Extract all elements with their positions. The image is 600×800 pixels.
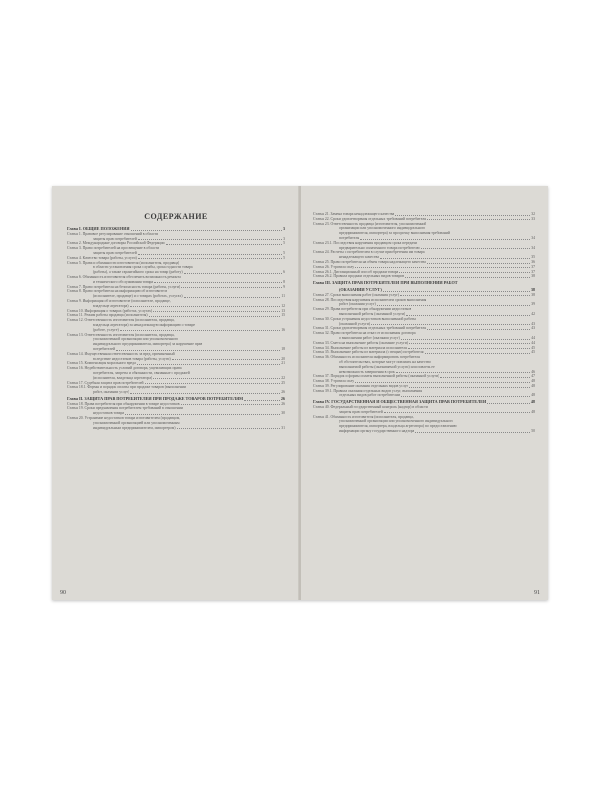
toc-entry-label: Статья 10. Информация о товарах (работах, услугах) (67, 308, 153, 313)
dot-leader (377, 305, 530, 306)
toc-entry-label: владельце агрегатора) (93, 303, 129, 308)
toc-entry-label: Статья 30. Сроки устранения недостатков выполненной работы (313, 316, 416, 321)
dot-leader (153, 378, 280, 379)
toc-entry-label: Статья 2. Международные договоры Российской Федерации (67, 241, 165, 246)
toc-entry-label: потребителя, запреты и обязанности, связанные с продажей (93, 370, 190, 375)
dot-leader (405, 277, 530, 278)
toc-entry-label: защиты прав потребителей (93, 236, 137, 241)
toc-entry-label: Статья 33. Смета на выполнение работы (оказание услуги) (313, 340, 408, 345)
toc-page-number: 20 (281, 356, 285, 361)
toc-page-number: 6 (283, 270, 285, 275)
toc-page-number: 43 (531, 321, 535, 326)
toc-entry-label: о выполнении работ (оказании услуг) (339, 335, 400, 340)
toc-entry-label: владельца агрегатора) за ненадлежащую информацию о товаре (93, 322, 196, 327)
left-toc (67, 212, 285, 430)
toc-page-number: 36 (531, 259, 535, 264)
toc-page-number: 38 (531, 292, 535, 297)
dot-leader (184, 297, 281, 298)
dot-leader (130, 306, 281, 307)
dot-leader (383, 291, 530, 292)
toc-entry-label: Статья 12. Ответственность изготовителя (исполнителя, продавца, (67, 318, 175, 323)
toc-entry-label: Статья 35. Выполнение работы из материала (с вещью) потребителя (313, 350, 424, 355)
dot-leader (406, 315, 530, 316)
toc-entry-label: Статья 39.1. Правила оказания отдельных видов услуг, выполнения (313, 388, 422, 393)
toc-entry-label: предварительно оплаченного товара потребителю (339, 245, 420, 250)
toc-page-number: 34 (531, 245, 535, 250)
dot-leader (184, 273, 282, 274)
toc-page-number: 13 (281, 308, 285, 313)
toc-page-number: 37 (531, 264, 535, 269)
toc-entry-label: Статья 27. Сроки выполнения работ (оказания услуг) (313, 292, 400, 297)
toc-entry-label: (исполнителя, владельца агрегатора) (93, 375, 153, 380)
toc-entry-label: информации органу государственного надзора (339, 429, 415, 434)
toc-entry-label: Статья 34. Выполнение работы из материала исполнителя (313, 345, 407, 350)
toc-page-number: 48 (531, 393, 535, 398)
toc-entry-label: Статья 18.1. Формы и порядок оплаты при продаже товаров (выполнении (67, 385, 186, 390)
dot-leader (384, 412, 530, 413)
toc-page-number: 25 (281, 380, 285, 385)
toc-entry-label: организации или уполномоченного индивидуального (339, 226, 426, 231)
toc-entry-row (313, 393, 535, 398)
toc-page-number: 3 (283, 236, 285, 241)
toc-entry-label: Статья 3. Право потребителей на просвещение в области (67, 246, 160, 251)
toc-entry-label: Статья 17. Судебная защита прав потребителей (67, 380, 144, 385)
toc-page-number: 8 (283, 279, 285, 284)
toc-entry-row (67, 426, 285, 431)
toc-page-number: 50 (531, 429, 535, 434)
toc-entry-label: Статья 6. Обязанность изготовителя обеспечить возможность ремонта (67, 274, 181, 279)
toc-entry-label: уполномоченной организации или уполномоченного индивидуального (339, 419, 454, 424)
toc-chapter-row (313, 281, 535, 286)
toc-entry-label: об обстоятельствах, которые могут повлиять на качество (339, 359, 431, 364)
dot-leader (137, 364, 280, 365)
dot-leader (427, 219, 530, 220)
toc-page-number: 15 (281, 313, 285, 318)
toc-entry-label: работ (оказания услуг) (339, 302, 376, 307)
toc-entry-label: Статья 41. Обязанность изготовителя (исполнителя, продавца, (313, 414, 414, 419)
dot-leader (138, 258, 282, 259)
toc-page-number: 46 (531, 369, 535, 374)
toc-page-number: 12 (281, 303, 285, 308)
dot-leader (181, 404, 281, 405)
dot-leader (440, 377, 530, 378)
dot-leader (177, 428, 281, 429)
toc-entry-label: Статья 8. Право потребителя на информацию об изготовителе (67, 289, 168, 294)
toc-page-number: 48 (531, 409, 535, 414)
toc-entry-row (313, 274, 535, 279)
right-page-number: 91 (534, 590, 540, 596)
toc-entry-label: Глава I. ОБЩИЕ ПОЛОЖЕНИЯ (67, 227, 130, 231)
toc-page-number: 44 (531, 340, 535, 345)
toc-entry-label: предпринимателя, импортера, владельца агрегатора) по предоставлению (339, 424, 457, 429)
toc-page-number: 11 (281, 294, 285, 299)
right-page (301, 186, 548, 600)
toc-entry-label: Статья 15. Компенсация морального вреда (67, 361, 136, 366)
toc-page-number: 9 (283, 284, 285, 289)
left-page-number: 90 (60, 590, 66, 596)
toc-entry-label: Статья 9. Информация об изготовителе (исполнителе, продавце, (67, 298, 171, 303)
toc-entry-label: уполномоченной организации или уполномоченного (93, 337, 179, 342)
dot-leader (401, 396, 530, 397)
toc-entry-label: Глава III. ЗАЩИТА ПРАВ ПОТРЕБИТЕЛЕЙ ПРИ ВЫПОЛНЕНИИ РАБОТ (313, 281, 458, 286)
dot-leader (371, 324, 530, 325)
toc-page-number: 5 (283, 250, 285, 255)
toc-page-number: 45 (531, 350, 535, 355)
toc-page-number: 47 (531, 374, 535, 379)
toc-entry-label: уполномоченной организацией или уполномоченным (93, 420, 180, 425)
dot-leader (427, 329, 530, 330)
toc-entry-label: индивидуального предпринимателя, импортера) за нарушение прав (93, 342, 203, 347)
toc-entry-label: вследствие недостатков товара (работы, услуги) (93, 356, 171, 361)
dot-leader (427, 263, 530, 264)
toc-page-number: 5 (283, 241, 285, 246)
dot-leader (380, 258, 530, 259)
toc-entry-label: Статья 25. Право потребителя на обмен товара надлежащего качества (313, 259, 426, 264)
dot-leader (415, 432, 530, 433)
toc-page-number: 38 (531, 274, 535, 279)
dot-leader (409, 343, 530, 344)
toc-entry-row (313, 429, 535, 434)
open-book (52, 186, 548, 600)
dot-leader (401, 339, 530, 340)
toc-page-number: 38 (530, 286, 535, 292)
toc-entry-label: предпринимателя, импортера) за просрочку выполнения требований (339, 231, 450, 236)
toc-entry-label: отдельных видов работ потребителям (339, 393, 401, 398)
toc-page-number: 39 (531, 302, 535, 307)
toc-entry-label: Статья 40. Федеральный государственный контроль (надзор) в области (313, 405, 428, 410)
toc-title: СОДЕРЖАНИЕ (144, 212, 208, 221)
dot-leader (421, 248, 531, 249)
toc-entry-label: Статья 5. Права и обязанности изготовителя (исполнителя, продавца) (67, 260, 180, 265)
toc-entry-label: Статья 23. Ответственность продавца (изготовителя, уполномоченной (313, 221, 427, 226)
toc-entry-label: Статья 7. Право потребителя на безопасность товара (работы, услуги) (67, 284, 181, 289)
left-page (52, 186, 299, 600)
toc-entry-label: Статья 32. Право потребителя на отказ от исполнения договора (313, 331, 416, 336)
toc-entry-label: (оказанной услуги) (339, 321, 370, 326)
toc-page-number: 42 (531, 311, 535, 316)
toc-page-number: 48 (531, 383, 535, 388)
dot-leader (244, 400, 280, 401)
toc-entry-label: Статья 22. Сроки удовлетворения отдельных требований потребителя (313, 216, 427, 221)
toc-entry-label: Статья 4. Качество товара (работы, услуги) (67, 255, 137, 260)
dot-leader (360, 239, 530, 240)
toc-page-number: 26 (280, 395, 285, 401)
dot-leader (172, 359, 281, 360)
toc-page-number: 33 (531, 216, 535, 221)
toc-page-number: 26 (281, 401, 285, 406)
toc-entry-label: Глава IV. ГОСУДАРСТВЕННАЯ И ОБЩЕСТВЕННАЯ ЗАЩИТА ПРАВ ПОТРЕБИТЕЛЕЙ (313, 400, 487, 405)
toc-page-number: 26 (281, 390, 285, 395)
toc-entry-label: Статья 37. Порядок и формы оплаты выполненной работы (оказанной услуги) (313, 374, 440, 379)
toc-page-number: 3 (282, 226, 285, 231)
toc-entry-label: Статья 39. Регулирование оказания отдельных видов услуг (313, 383, 409, 388)
toc-page-number: 5 (283, 255, 285, 260)
toc-entry-label: Статья 26. Утратила силу (313, 264, 355, 269)
toc-entry-label: защиты прав потребителей (339, 409, 383, 414)
toc-entry-label: Статья 28. Последствия нарушения исполнителем сроков выполнения (313, 297, 427, 302)
toc-page-number: 35 (531, 255, 535, 260)
right-toc-list (313, 212, 535, 434)
toc-entry-label: Статья 23.1. Последствия нарушения продавцом срока передачи (313, 240, 417, 245)
dot-leader (138, 254, 282, 255)
dot-leader (125, 414, 280, 415)
left-toc-list (67, 227, 285, 430)
toc-entry-label: Статья 38. Утратила силу (313, 379, 355, 384)
toc-page-number: 37 (531, 269, 535, 274)
dot-leader (166, 244, 283, 245)
toc-entry-label: Статья 11. Режим работы продавца (исполнителя) (67, 313, 148, 318)
toc-page-number: 45 (531, 345, 535, 350)
toc-entry-label: недостатков товара (93, 411, 125, 416)
toc-entry-label: невозможность завершения в срок (339, 369, 395, 374)
dot-leader (181, 287, 282, 288)
dot-leader (355, 382, 530, 383)
dot-leader (395, 215, 530, 216)
dot-leader (400, 295, 530, 296)
dot-leader (487, 403, 530, 404)
toc-page-number: 44 (531, 335, 535, 340)
toc-entry-label: Статья 14. Имущественная ответственность за вред, причиненный (67, 351, 175, 356)
dot-leader (130, 393, 280, 394)
toc-entry-label: (работе, услуге) (93, 327, 119, 332)
toc-entry-label: Статья 1. Правовое регулирование отношений в области (67, 231, 159, 236)
toc-entry-label: (исполнителе, продавце) и о товарах (работах, услугах) (93, 294, 183, 299)
toc-page-number: 48 (531, 379, 535, 384)
toc-entry-label: (работы), а также гарантийного срока на товар (работу) (93, 270, 183, 275)
toc-entry-label: Статья 13. Ответственность изготовителя (исполнителя, продавца, (67, 332, 175, 337)
dot-leader (154, 282, 282, 283)
toc-page-number: 16 (281, 327, 285, 332)
dot-leader (355, 267, 530, 268)
toc-entry-label: потребителей (93, 346, 116, 351)
toc-page-number: 18 (281, 346, 285, 351)
dot-leader (396, 372, 531, 373)
toc-page-number: 22 (281, 375, 285, 380)
dot-leader (138, 239, 282, 240)
toc-entry-label: и технического обслуживания товара (93, 279, 154, 284)
toc-entry-label: Статья 20. Устранение недостатков товара изготовителем (продавцом, (67, 416, 181, 421)
dot-leader (409, 387, 530, 388)
toc-entry-label: Статья 19. Сроки предъявления потребителем требований в отношении (67, 406, 183, 411)
dot-leader (425, 353, 531, 354)
toc-entry-row (67, 390, 285, 395)
toc-entry-label: Статья 18. Права потребителя при обнаружении в товаре недостатков (67, 401, 180, 406)
toc-entry-label: Статья 21. Замена товара ненадлежащего качества (313, 212, 395, 216)
toc-page-number: 43 (531, 326, 535, 331)
toc-page-number: 48 (530, 399, 535, 405)
dot-leader (120, 330, 280, 331)
toc-entry-label: (ОКАЗАНИИ УСЛУГ) (339, 287, 382, 292)
toc-entry-label: Статья 24. Расчеты с потребителем в случае приобретения им товара (313, 250, 425, 255)
toc-entry-label: Статья 31. Сроки удовлетворения отдельных требований потребителя (313, 326, 427, 331)
toc-entry-label: потребителя (339, 235, 360, 240)
toc-entry-label: в области установления срока службы, срока годности товара (93, 265, 193, 270)
toc-entry-label: Статья 26.1. Дистанционный способ продажи товара (313, 269, 399, 274)
toc-entry-label: Статья 26.2. Правила продажи отдельных видов товаров (313, 274, 405, 279)
toc-page-number: 30 (281, 411, 285, 416)
toc-entry-label: выполненной работы (оказанной услуги) (339, 311, 406, 316)
toc-page-number: 32 (531, 212, 535, 216)
dot-leader (153, 311, 280, 312)
toc-entry-label: выполняемой работы (оказываемой услуги) или повлечь ее (339, 364, 435, 369)
toc-entry-label: индивидуальным предпринимателем, импортером) (93, 425, 176, 430)
dot-leader (408, 348, 530, 349)
right-toc (313, 212, 535, 434)
toc-entry-label: ненадлежащего качества (339, 255, 379, 260)
toc-page-number: 21 (281, 361, 285, 366)
toc-entry-label: Статья 16. Недействительность условий договора, ущемляющих права (67, 366, 182, 371)
dot-leader (131, 230, 282, 231)
dot-leader (149, 316, 281, 317)
toc-entry-label: Глава II. ЗАЩИТА ПРАВ ПОТРЕБИТЕЛЕЙ ПРИ ПРОДАЖЕ ТОВАРОВ ПОТРЕБИТЕЛЯМ (67, 396, 244, 401)
toc-entry-label: защиты прав потребителей (93, 250, 137, 255)
toc-entry-label: Статья 29. Права потребителя при обнаружении недостатков (313, 307, 412, 312)
dot-leader (116, 350, 280, 351)
dot-leader (399, 272, 530, 273)
toc-entry-label: Статья 36. Обязанность исполнителя информировать потребителя (313, 355, 420, 360)
dot-leader (145, 383, 281, 384)
toc-page-number: 34 (531, 235, 535, 240)
toc-entry-label: работ, оказании услуг) (93, 390, 130, 395)
toc-page-number: 31 (281, 425, 285, 430)
